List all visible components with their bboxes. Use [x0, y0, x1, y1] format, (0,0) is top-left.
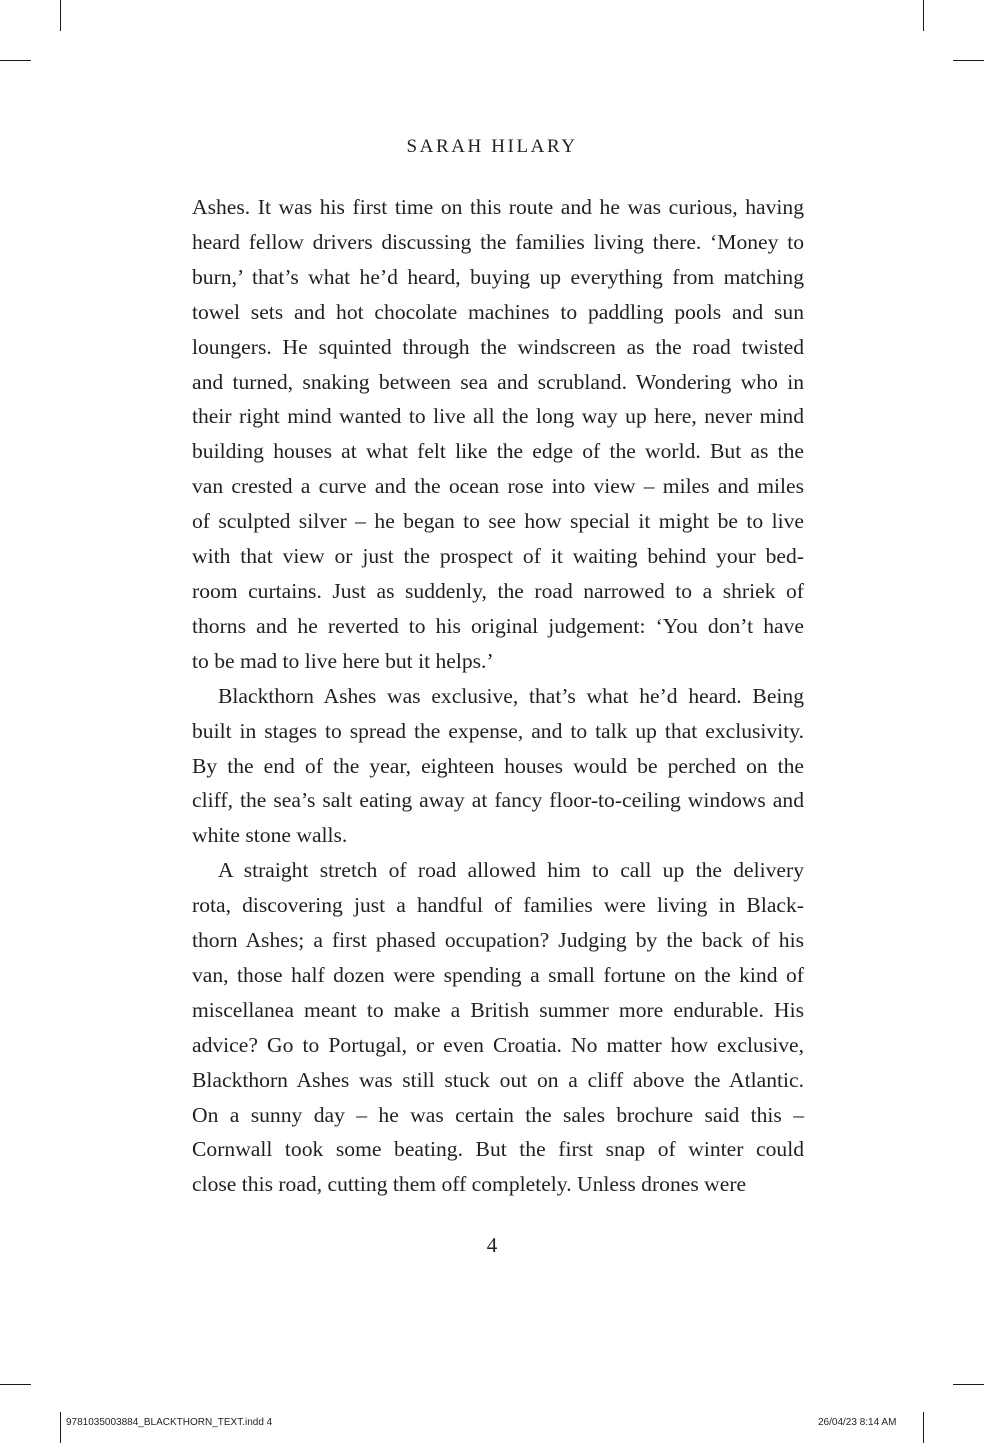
paragraph: [192, 190, 804, 679]
text-line: their right mind wanted to live all the long way up here, never mind: [192, 404, 804, 429]
text-line: white stone walls.: [192, 823, 348, 848]
text-line: built in stages to spread the expense, and to talk up that exclusivity.: [192, 718, 804, 743]
text-line: A straight stretch of road allowed him to call up the delivery: [218, 858, 804, 883]
running-head-author: SARAH HILARY: [406, 136, 578, 157]
text-line: to be mad to live here but it helps.’: [192, 648, 494, 673]
text-line: van, those half dozen were spending a small fortune on the kind of: [192, 962, 804, 987]
text-line: cliff, the sea’s salt eating away at fancy floor-to-ceiling windows and: [192, 788, 804, 813]
crop-mark-bottom-right: [923, 1412, 924, 1443]
text-line: Ashes. It was his first time on this route and he was curious, having: [192, 195, 804, 219]
text-line: thorn Ashes; a first phased occupation? Judging by the back of his: [192, 928, 804, 953]
body-text: [192, 190, 804, 1202]
text-line: thorns and he reverted to his original judgement: ‘You don’t have: [192, 613, 804, 638]
slug-file-name: 9781035003884_BLACKTHORN_TEXT.indd 4: [66, 1417, 273, 1428]
crop-mark-top-left: [60, 0, 61, 31]
text-line: Cornwall took some beating. But the first snap of winter could: [192, 1137, 804, 1162]
paragraph: [192, 679, 804, 854]
crop-mark-bottom-right-horizontal: [953, 1384, 984, 1385]
text-line: Blackthorn Ashes was still stuck out on a cliff above the Atlantic.: [192, 1067, 804, 1092]
crop-mark-top-left-horizontal: [0, 60, 31, 61]
text-line: of sculpted silver – he began to see how special it might be to live: [192, 509, 804, 534]
text-line: loungers. He squinted through the windscreen as the road twisted: [192, 334, 804, 359]
text-line: and turned, snaking between sea and scrubland. Wondering who in: [192, 369, 804, 394]
text-line: towel sets and hot chocolate machines to paddling pools and sun: [192, 299, 804, 324]
slug-timestamp: 26/04/23 8:14 AM: [818, 1417, 897, 1428]
text-line: advice? Go to Portugal, or even Croatia. No matter how exclusive,: [192, 1032, 804, 1057]
text-line: with that view or just the prospect of it waiting behind your bed-: [192, 544, 804, 569]
text-line: room curtains. Just as suddenly, the road narrowed to a shriek of: [192, 578, 804, 603]
crop-mark-bottom-left: [60, 1412, 61, 1443]
text-line: van crested a curve and the ocean rose into view – miles and miles: [192, 474, 804, 499]
text-line: miscellanea meant to make a British summer more endurable. His: [192, 997, 804, 1022]
text-line: rota, discovering just a handful of families were living in Black-: [192, 893, 804, 918]
text-line: building houses at what felt like the edge of the world. But as the: [192, 439, 804, 464]
text-line: By the end of the year, eighteen houses would be perched on the: [192, 753, 804, 778]
page-number: 4: [486, 1233, 498, 1257]
paragraph: [192, 853, 804, 1202]
text-line: heard fellow drivers discussing the families living there. ‘Money to: [192, 229, 804, 254]
text-line: Blackthorn Ashes was exclusive, that’s what he’d heard. Being: [218, 683, 804, 708]
text-line: burn,’ that’s what he’d heard, buying up everything from matching: [192, 264, 804, 289]
crop-mark-top-right-horizontal: [953, 60, 984, 61]
text-line: close this road, cutting them off completely. Unless drones were: [192, 1172, 747, 1197]
crop-mark-top-right: [923, 0, 924, 31]
crop-mark-bottom-left-horizontal: [0, 1384, 31, 1385]
text-line: On a sunny day – he was certain the sales brochure said this –: [192, 1102, 804, 1127]
